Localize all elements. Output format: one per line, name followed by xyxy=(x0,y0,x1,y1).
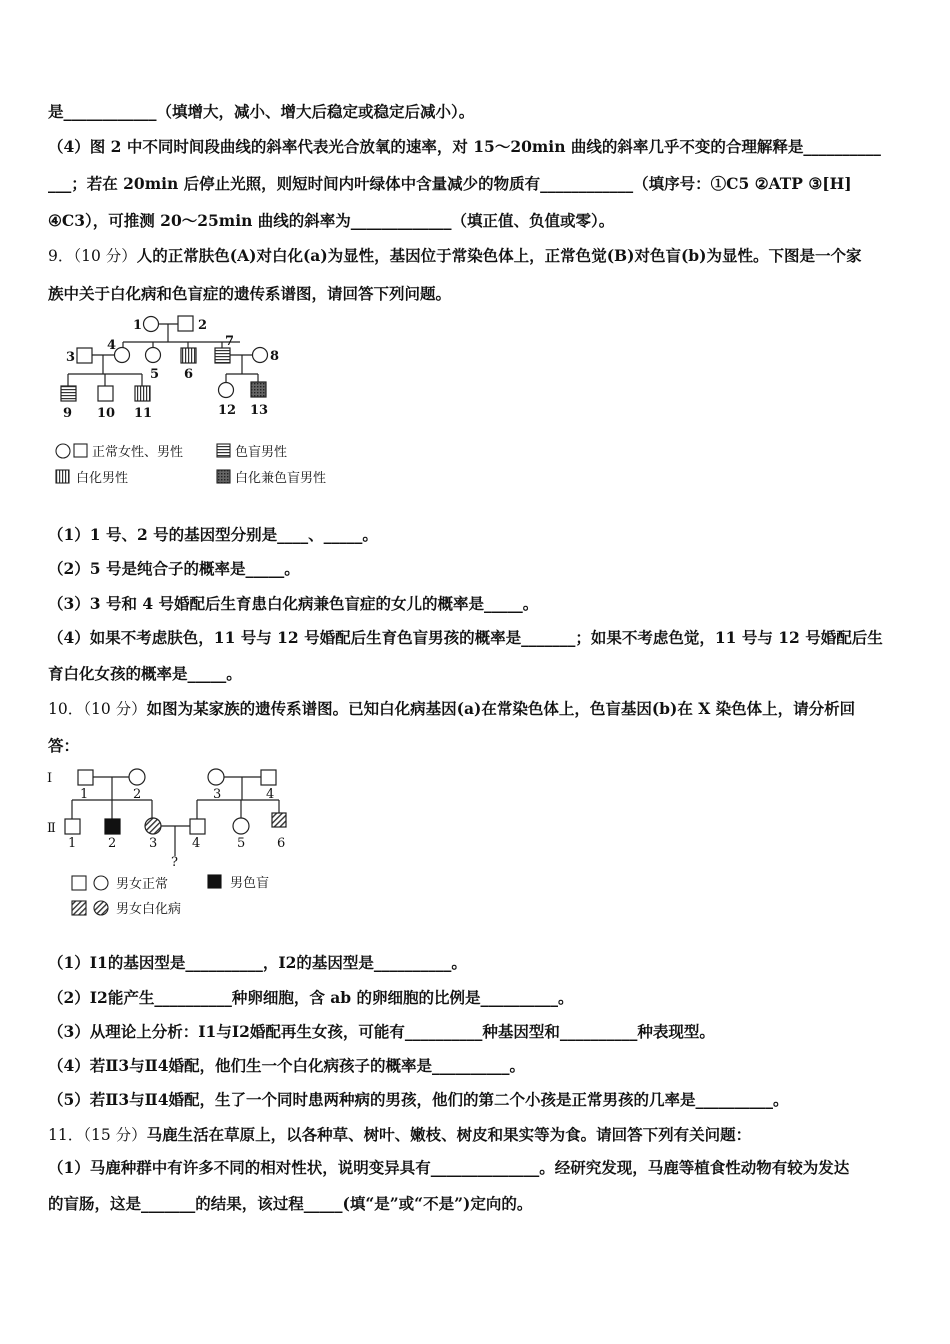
ped9-ind-7 xyxy=(215,348,230,363)
ped9-legend-colorblind: 色盲男性 xyxy=(235,445,288,460)
ped9-label-2: 2 xyxy=(198,318,208,333)
ped9-legend-albino: 白化男性 xyxy=(76,471,129,486)
ped9-label-5: 5 xyxy=(150,367,160,382)
q10-sub-4: （4）若Ⅱ3与Ⅱ4婚配，他们生一个白化病孩子的概率是__________。 xyxy=(48,1056,525,1075)
ped9-label-9: 9 xyxy=(63,406,73,421)
ped10-legend-colorblind: 男色盲 xyxy=(230,876,270,891)
ped9-ind-13 xyxy=(251,382,266,397)
q9-sub-2: （2）5 号是纯合子的概率是_____。 xyxy=(48,559,300,578)
ped9-ind-9 xyxy=(61,386,76,401)
ped9-label-12: 12 xyxy=(218,403,237,418)
q11-sub-1b: 的盲肠，这是_______的结果，该过程_____(填“是”或“不是”)定向的。 xyxy=(48,1194,533,1213)
q11-sub-1a: （1）马鹿种群中有许多不同的相对性状，说明变异具有______________。经研究发现，马鹿等植食性动物有较为发达 xyxy=(48,1158,850,1177)
ped10-unknown-child: ? xyxy=(171,855,178,870)
ped10-ind-I2 xyxy=(129,769,145,785)
ped9-label-4: 4 xyxy=(107,338,117,353)
ped10-ind-II4 xyxy=(190,819,205,834)
q9-stem-line-2: 族中关于白化病和色盲症的遗传系谱图，请回答下列问题。 xyxy=(48,284,452,303)
ped9-legend-both: 白化兼色盲男性 xyxy=(235,471,327,486)
ped9-ind-10 xyxy=(98,386,113,401)
q10-sub-5: （5）若Ⅱ3与Ⅱ4婚配，生了一个同时患两种病的男孩，他们的第二个小孩是正常男孩的几率是__________。 xyxy=(48,1090,789,1109)
ped10-ind-II3 xyxy=(145,818,161,834)
q9-sub-4b: 育白化女孩的概率是_____。 xyxy=(48,664,242,683)
q8-line-2: （4）图 2 中不同时间段曲线的斜率代表光合放氧的速率，对 15～20min 曲线的斜率几乎不变的合理解释是__________ xyxy=(48,137,881,156)
ped10-label-I2: 2 xyxy=(133,787,142,802)
ped9-legend-normal: 正常女性、男性 xyxy=(92,445,184,460)
ped10-ind-II2 xyxy=(105,819,120,834)
q8-line-4: ④C3），可推测 20～25min 曲线的斜率为_____________（填正值、负值或零）。 xyxy=(48,211,615,230)
q9-sub-3: （3）3 号和 4 号婚配后生育患白化病兼色盲症的女儿的概率是_____。 xyxy=(48,594,539,613)
ped10-gen-II: Ⅱ xyxy=(47,821,56,836)
q9-stem-line-1 xyxy=(48,245,908,267)
ped10-label-II1: 1 xyxy=(68,836,77,851)
ped10-legend-albino: 男女白化病 xyxy=(116,902,182,917)
q9-points: （10 分） xyxy=(73,247,137,265)
ped10-label-II2: 2 xyxy=(108,836,117,851)
ped10-ind-I3 xyxy=(208,769,224,785)
q8-line-3: ___；若在 20min 后停止光照，则短时间内叶绿体中含量减少的物质有____________（填序号：①C5 ②ATP ③[H] xyxy=(48,174,852,193)
ped9-ind-12 xyxy=(219,383,234,398)
ped9-ind-11 xyxy=(135,386,150,401)
ped9-label-10: 10 xyxy=(97,406,116,421)
q10-sub-3: （3）从理论上分析：Ⅰ1与Ⅰ2婚配再生女孩，可能有__________种基因型和__________种表现型。 xyxy=(48,1022,715,1041)
ped10-ind-II6 xyxy=(272,813,286,827)
ped10-ind-II5 xyxy=(233,818,249,834)
q9-number: 9． xyxy=(48,247,74,265)
q10-sub-2: （2）Ⅰ2能产生__________种卵细胞，含 ab 的卵细胞的比例是__________。 xyxy=(48,988,574,1007)
q10-stem-text: 如图为某家族的遗传系谱图。已知白化病基因(a)在常染色体上，色盲基因(b)在 X 染色体上，请分析回 xyxy=(146,699,856,718)
ped10-ind-I1 xyxy=(78,770,93,785)
q10-points: （10 分） xyxy=(83,700,147,718)
q10-pedigree-figure xyxy=(44,762,314,922)
q9-sub-4a: （4）如果不考虑肤色，11 号与 12 号婚配后生育色盲男孩的概率是_______；如果不考虑色觉，11 号与 12 号婚配后生 xyxy=(48,628,883,647)
ped10-label-I1: 1 xyxy=(80,787,89,802)
q11-stem-text: 马鹿生活在草原上，以各种草、树叶、嫩枝、树皮和果实等为食。请回答下列有关问题： xyxy=(146,1125,752,1144)
q8-line-1: 是____________（填增大，减小、增大后稳定或稳定后减小）。 xyxy=(48,102,475,121)
ped9-ind-2 xyxy=(178,316,193,331)
ped9-label-13: 13 xyxy=(250,403,269,418)
ped9-ind-8 xyxy=(253,348,268,363)
ped9-label-3: 3 xyxy=(66,350,76,365)
ped9-ind-6 xyxy=(181,348,196,363)
ped9-label-8: 8 xyxy=(270,349,280,364)
ped9-ind-5 xyxy=(146,348,161,363)
ped10-label-II3: 3 xyxy=(149,836,158,851)
q10-stem-line-2: 答： xyxy=(48,736,80,755)
q9-pedigree-figure xyxy=(50,308,360,498)
ped10-legend-normal: 男女正常 xyxy=(116,877,169,892)
ped10-ind-II1 xyxy=(65,819,80,834)
q10-number: 10． xyxy=(48,700,84,718)
q11-number: 11． xyxy=(48,1126,84,1144)
q9-sub-1: （1）1 号、2 号的基因型分别是____、_____。 xyxy=(48,525,378,544)
ped10-ind-I4 xyxy=(261,770,276,785)
ped9-label-11: 11 xyxy=(134,406,153,421)
ped10-gen-I: Ⅰ xyxy=(47,771,53,786)
ped9-label-1: 1 xyxy=(133,318,143,333)
ped9-label-6: 6 xyxy=(184,367,194,382)
ped10-label-II5: 5 xyxy=(237,836,246,851)
q11-stem xyxy=(48,1124,908,1146)
q11-points: （15 分） xyxy=(83,1126,147,1144)
ped9-ind-1 xyxy=(144,317,159,332)
ped9-label-7: 7 xyxy=(225,334,235,349)
ped10-label-I4: 4 xyxy=(266,787,275,802)
ped10-label-I3: 3 xyxy=(213,787,222,802)
ped9-ind-4 xyxy=(115,348,130,363)
q10-stem-line-1 xyxy=(48,698,908,720)
q10-sub-1: （1）Ⅰ1的基因型是__________，Ⅰ2的基因型是__________。 xyxy=(48,953,467,972)
ped9-ind-3 xyxy=(77,348,92,363)
ped10-label-II6: 6 xyxy=(277,836,286,851)
ped10-label-II4: 4 xyxy=(192,836,201,851)
q9-stem-text: 人的正常肤色(A)对白化(a)为显性，基因位于常染色体上，正常色觉(B)对色盲(b)为显性。下图是一个家 xyxy=(136,246,862,265)
